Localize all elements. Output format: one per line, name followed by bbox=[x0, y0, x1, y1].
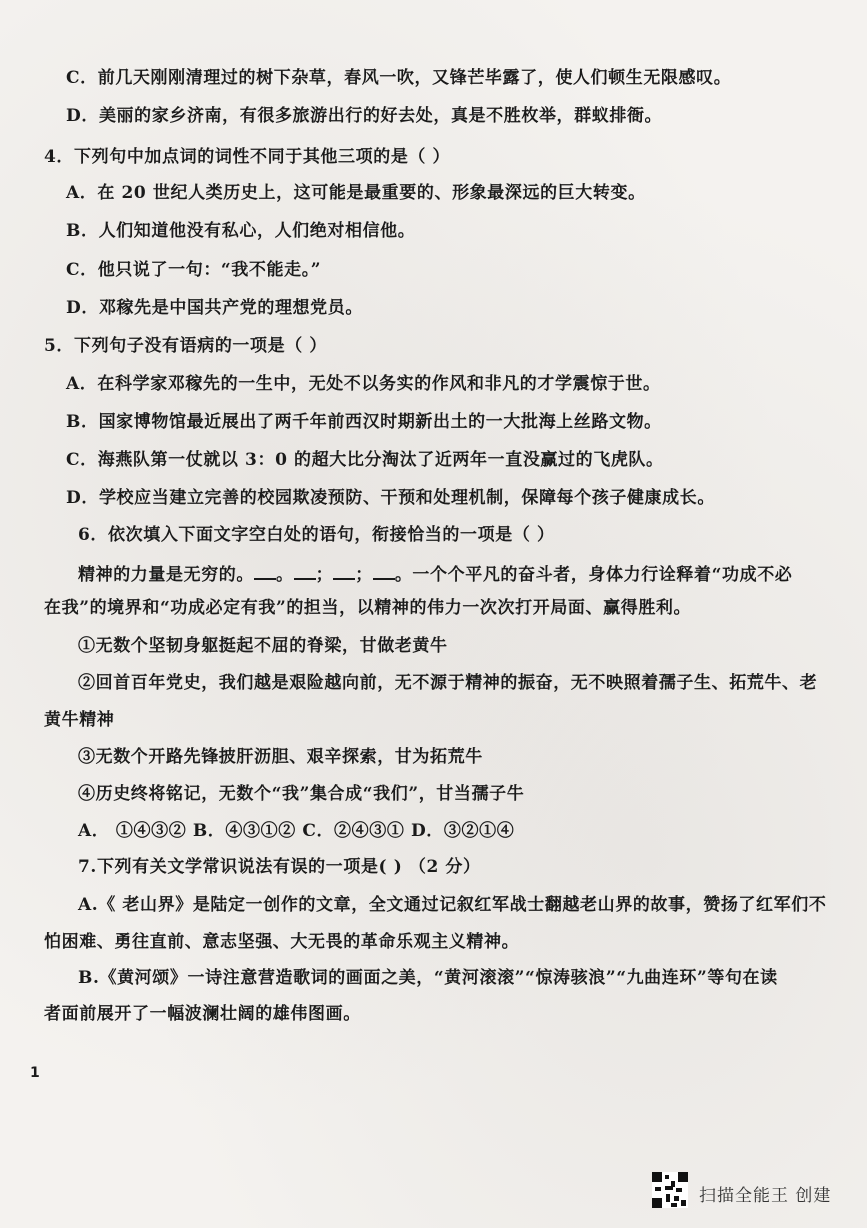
q6-stem: 6．依次填入下面文字空白处的语句，衔接恰当的一项是（ ） bbox=[78, 525, 555, 545]
q5-option-a: A．在科学家邓稼先的一生中，无处不以务实的作风和非凡的才学震惊于世。 bbox=[66, 374, 661, 394]
q4-option-d: D．邓稼先是中国共产党的理想党员。 bbox=[66, 298, 363, 318]
q6-options: A． ①④③② B．④③①② C．②④③① D．③②①④ bbox=[78, 821, 515, 841]
q4-option-b: B．人们知道他没有私心，人们绝对相信他。 bbox=[66, 221, 416, 241]
q5-stem: 5．下列句子没有语病的一项是（ ） bbox=[44, 336, 327, 356]
fill-blank-4 bbox=[373, 564, 395, 580]
q6-sentence-2b: 黄牛精神 bbox=[44, 710, 115, 730]
q7-option-b-line2: 者面前展开了一幅波澜壮阔的雄伟图画。 bbox=[44, 1004, 361, 1024]
q5-option-c: C．海燕队第一仗就以 3：0 的超大比分淘汰了近两年一直没赢过的飞虎队。 bbox=[66, 450, 664, 470]
q6-sentence-2a: ②回首百年党史，我们越是艰险越向前，无不源于精神的振奋，无不映照着孺子生、拓荒牛、老 bbox=[78, 673, 818, 693]
q5-option-b: B．国家博物馆最近展出了两千年前西汉时期新出土的一大批海上丝路文物。 bbox=[66, 412, 662, 432]
q4-option-a: A．在 20 世纪人类历史上，这可能是最重要的、形象最深远的巨大转变。 bbox=[66, 183, 646, 203]
q7-option-a-line1: A.《 老山界》是陆定一创作的文章，全文通过记叙红军战士翻越老山界的故事，赞扬了红军们不 bbox=[78, 895, 827, 915]
q6-sentence-3: ③无数个开路先锋披肝沥胆、艰辛探索，甘为拓荒牛 bbox=[78, 747, 483, 767]
q7-stem: 7.下列有关文学常识说法有误的一项是( ) （2 分） bbox=[78, 857, 481, 877]
q5-option-d: D．学校应当建立完善的校园欺凌预防、干预和处理机制，保障每个孩子健康成长。 bbox=[66, 488, 715, 508]
q7-option-b-line1: B.《黄河颂》一诗注意营造歌词的画面之美，“黄河滚滚”“惊涛骇浪”“九曲连环”等句在读 bbox=[78, 968, 778, 988]
q6-passage-line2: 在我”的境界和“功成必定有我”的担当，以精神的伟力一次次打开局面、赢得胜利。 bbox=[44, 598, 692, 618]
fill-blank-3 bbox=[333, 564, 355, 580]
fill-blank-2 bbox=[294, 564, 316, 580]
q6-passage-end: 。一个个平凡的奋斗者，身体力行诠释着“功成不必 bbox=[394, 565, 793, 585]
q3-option-c: C．前几天刚刚清理过的树下杂草，春风一吹，又锋芒毕露了，使人们顿生无限感叹。 bbox=[66, 68, 732, 88]
q3-option-d: D．美丽的家乡济南，有很多旅游出行的好去处，真是不胜枚举，群蚁排衙。 bbox=[66, 106, 663, 126]
q6-sentence-4: ④历史终将铭记，无数个“我”集合成“我们”，甘当孺子牛 bbox=[78, 784, 525, 804]
q4-option-c: C．他只说了一句：“我不能走。” bbox=[66, 260, 322, 280]
scanner-watermark: 扫描全能王 创建 bbox=[699, 1186, 832, 1206]
q4-stem: 4．下列句中加点词的词性不同于其他三项的是（ ） bbox=[44, 147, 451, 167]
qr-code-icon bbox=[652, 1172, 688, 1208]
q6-passage-line1: 精神的力量是无穷的。 。 ； ； 。一个个平凡的奋斗者，身体力行诠释着“功成不必 bbox=[78, 565, 793, 585]
q6-passage-start: 精神的力量是无穷的。 bbox=[78, 565, 254, 585]
page-number: 1 bbox=[30, 1065, 40, 1081]
fill-blank-1 bbox=[254, 564, 276, 580]
q7-option-a-line2: 怕困难、勇往直前、意志坚强、大无畏的革命乐观主义精神。 bbox=[44, 932, 520, 952]
q6-sentence-1: ①无数个坚韧身躯挺起不屈的脊梁，甘做老黄牛 bbox=[78, 636, 448, 656]
